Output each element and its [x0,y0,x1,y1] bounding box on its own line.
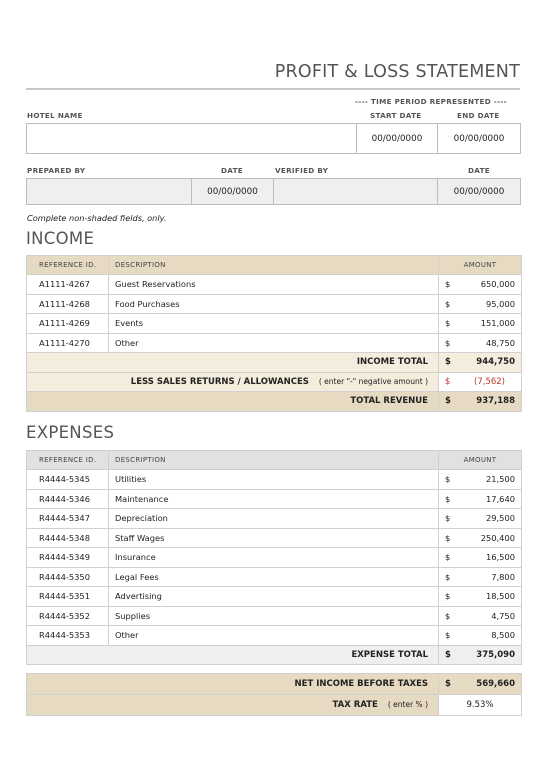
expense-amount-cell[interactable] [439,548,522,568]
currency-symbol: $ [445,493,451,504]
income-table [26,255,522,412]
currency-symbol: $ [445,396,451,406]
expenses-col-desc: DESCRIPTION [109,451,439,470]
currency-symbol: $ [445,552,451,562]
expenses-header-row [27,451,522,470]
prepared-by-label: PREPARED BY [27,166,86,175]
currency-symbol: $ [445,513,451,523]
date-label-2: DATE [468,166,490,175]
income-ref-cell[interactable]: A1111-4269 [27,314,109,334]
income-desc-cell[interactable]: Food Purchases [109,294,439,314]
total-revenue-value: 937,188 [476,396,515,407]
income-desc-cell[interactable]: Guest Reservations [109,275,439,295]
income-amount-value: 151,000 [480,318,515,329]
prepared-date-value: 00/00/0000 [207,187,258,197]
page-title: PROFIT & LOSS STATEMENT [274,62,520,82]
prepared-date-field[interactable] [191,178,274,205]
currency-symbol: $ [445,279,451,289]
currency-symbol: $ [445,610,451,621]
expense-amount-value: 7,800 [491,571,515,582]
expense-ref-cell[interactable]: R4444-5350 [27,567,109,587]
expense-desc-cell[interactable]: Utilities [109,470,439,490]
income-amount-value: 48,750 [485,337,515,348]
expense-amount-value: 8,500 [491,630,515,641]
income-col-amount: AMOUNT [439,256,522,275]
expense-amount-value: 21,500 [485,474,515,485]
income-total-row [27,353,522,373]
table-row [27,587,522,607]
net-income-label: NET INCOME BEFORE TAXES [27,674,439,695]
income-col-ref: REFERENCE ID. [27,256,109,275]
tax-rate-row [27,695,522,716]
currency-symbol: $ [445,298,451,309]
tax-rate-label: TAX RATE [332,700,378,710]
expenses-col-ref: REFERENCE ID. [27,451,109,470]
tax-rate-hint: ( enter % ) [387,700,428,709]
end-date-label: END DATE [457,111,500,120]
hotel-name-label: HOTEL NAME [27,111,83,120]
income-amount-cell[interactable] [439,314,522,334]
prepared-by-field[interactable] [26,178,192,205]
tax-rate-field[interactable] [439,695,522,716]
verified-by-field[interactable] [273,178,438,205]
summary-table [26,673,522,716]
expense-amount-value: 250,400 [480,532,515,543]
total-revenue-row [27,392,522,412]
currency-symbol: $ [445,630,451,640]
currency-symbol: $ [445,357,451,367]
currency-symbol: $ [445,337,451,348]
table-row [27,548,522,568]
currency-symbol: $ [445,679,451,689]
start-date-value: 00/00/0000 [371,134,423,144]
tax-rate-value: 9.53% [466,700,494,710]
income-total-cell [439,353,522,373]
expense-amount-cell[interactable] [439,470,522,490]
expense-ref-cell[interactable]: R4444-5349 [27,548,109,568]
table-row [27,567,522,587]
income-col-desc: DESCRIPTION [109,256,439,275]
expense-amount-cell[interactable] [439,509,522,529]
expense-desc-cell[interactable]: Maintenance [109,489,439,509]
income-ref-cell[interactable]: A1111-4268 [27,294,109,314]
income-amount-value: 650,000 [480,279,515,290]
total-revenue-label: TOTAL REVENUE [27,392,439,412]
expense-total-cell [439,645,522,665]
date-label-1: DATE [221,166,243,175]
expense-desc-cell[interactable]: Legal Fees [109,567,439,587]
total-revenue-cell [439,392,522,412]
returns-hint: ( enter "-" negative amount ) [318,376,428,386]
table-row [27,606,522,626]
expense-desc-cell[interactable]: Staff Wages [109,528,439,548]
expense-total-value: 375,090 [476,649,515,660]
currency-symbol: $ [445,591,451,601]
start-date-label: START DATE [370,111,422,120]
net-income-row [27,674,522,695]
expense-desc-cell[interactable]: Supplies [109,606,439,626]
expense-desc-cell[interactable]: Advertising [109,587,439,607]
income-amount-cell[interactable] [439,333,522,353]
table-row [27,333,522,353]
expense-amount-value: 18,500 [485,591,515,602]
expense-amount-cell[interactable] [439,626,522,646]
returns-amount-cell[interactable] [439,372,522,392]
income-ref-cell[interactable]: A1111-4267 [27,275,109,295]
income-desc-cell[interactable]: Events [109,314,439,334]
expense-ref-cell[interactable]: R4444-5351 [27,587,109,607]
currency-symbol: $ [445,649,451,660]
instructions-note: Complete non-shaded fields, only. [27,213,167,223]
income-desc-cell[interactable]: Other [109,333,439,353]
hotel-name-field[interactable] [26,123,357,154]
expense-ref-cell[interactable]: R4444-5345 [27,470,109,490]
expense-ref-cell[interactable]: R4444-5352 [27,606,109,626]
expense-amount-cell[interactable] [439,606,522,626]
expenses-table [26,450,522,665]
title-divider [26,88,520,90]
expense-amount-value: 17,640 [485,493,515,504]
table-row [27,489,522,509]
expense-total-row [27,645,522,665]
verified-date-value: 00/00/0000 [453,187,505,197]
expense-amount-cell[interactable] [439,567,522,587]
time-period-label: ---- TIME PERIOD REPRESENTED ---- [355,97,507,106]
start-date-field[interactable] [356,123,438,154]
income-section-title: INCOME [26,229,95,248]
expense-total-label: EXPENSE TOTAL [27,645,439,665]
expenses-col-amount: AMOUNT [439,451,522,470]
table-row [27,626,522,646]
returns-row [27,372,522,392]
expense-desc-cell[interactable]: Other [109,626,439,646]
currency-symbol: $ [445,571,451,582]
tax-rate-label-cell [27,695,439,716]
expense-ref-cell[interactable]: R4444-5346 [27,489,109,509]
table-row [27,470,522,490]
net-income-value: 569,660 [476,679,515,689]
currency-symbol: $ [445,474,451,484]
expense-desc-cell[interactable]: Insurance [109,548,439,568]
table-row [27,314,522,334]
currency-symbol: $ [445,532,451,543]
end-date-field[interactable] [437,123,521,154]
table-row [27,528,522,548]
currency-symbol: $ [445,376,451,387]
table-row [27,509,522,529]
expense-amount-value: 29,500 [485,513,515,524]
expense-amount-value: 4,750 [491,610,515,621]
expense-ref-cell[interactable]: R4444-5353 [27,626,109,646]
expense-amount-cell[interactable] [439,587,522,607]
income-ref-cell[interactable]: A1111-4270 [27,333,109,353]
verified-date-field[interactable] [437,178,521,205]
expense-ref-cell[interactable]: R4444-5348 [27,528,109,548]
income-amount-cell[interactable] [439,294,522,314]
income-amount-cell[interactable] [439,275,522,295]
expense-amount-cell[interactable] [439,528,522,548]
returns-label: LESS SALES RETURNS / ALLOWANCES [130,376,309,387]
expense-ref-cell[interactable]: R4444-5347 [27,509,109,529]
table-row [27,275,522,295]
table-row [27,294,522,314]
end-date-value: 00/00/0000 [453,134,505,144]
income-amount-value: 95,000 [485,298,515,309]
income-total-value: 944,750 [476,357,515,368]
currency-symbol: $ [445,318,451,328]
income-total-label: INCOME TOTAL [27,353,439,373]
returns-value: (7,562) [474,376,505,387]
expenses-section-title: EXPENSES [26,423,115,442]
expense-desc-cell[interactable]: Depreciation [109,509,439,529]
returns-label-cell [27,372,439,392]
verified-by-label: VERIFIED BY [275,166,329,175]
expense-amount-value: 16,500 [485,552,515,563]
net-income-cell [439,674,522,695]
expense-amount-cell[interactable] [439,489,522,509]
income-header-row [27,256,522,275]
